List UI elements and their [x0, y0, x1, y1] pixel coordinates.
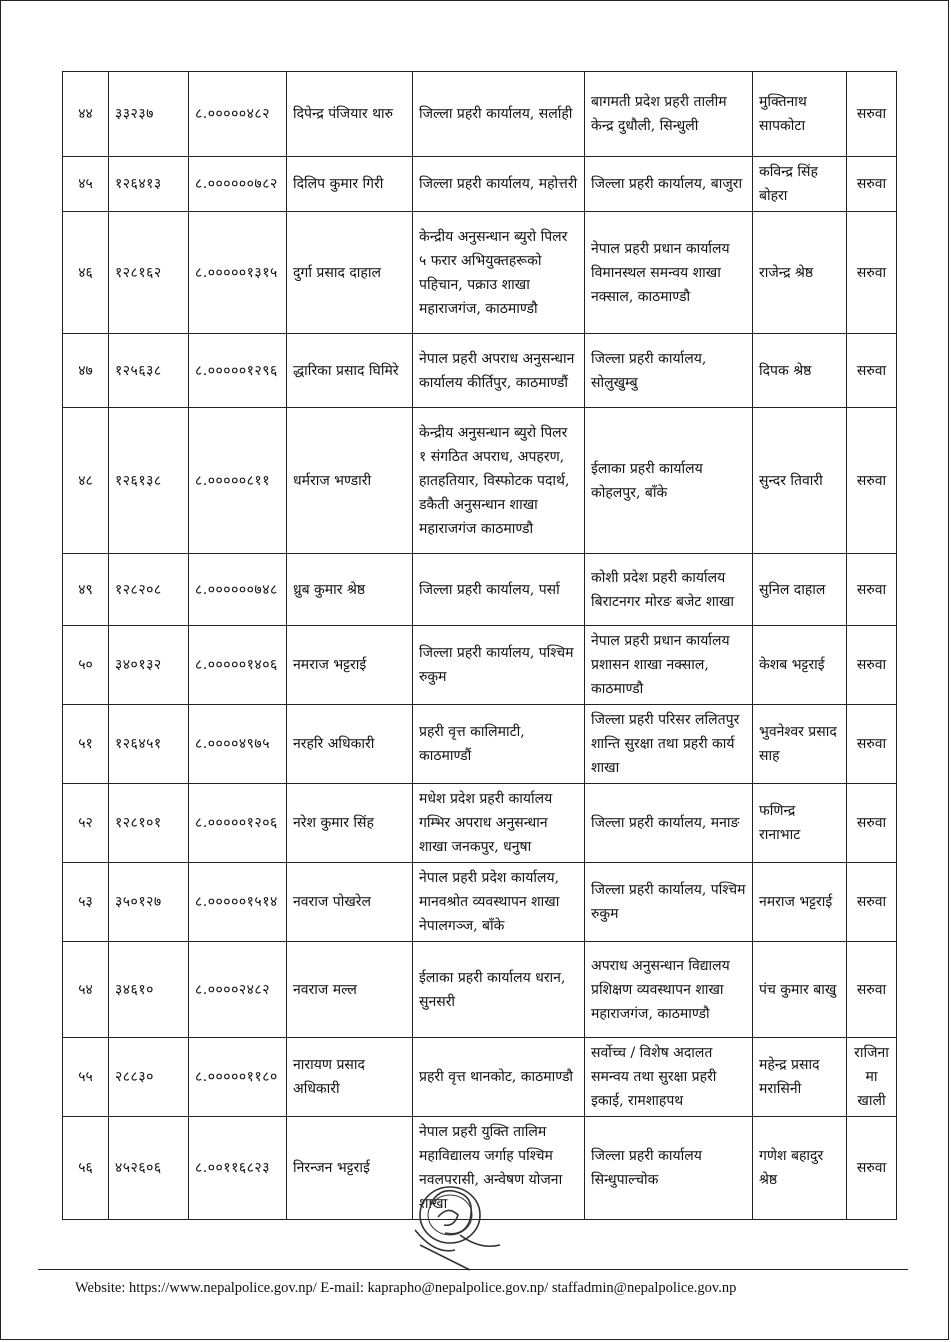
table-row — [63, 72, 897, 157]
transfer-office-cell: जिल्ला प्रहरी कार्यालय सिन्धुपाल्चोक — [585, 1117, 753, 1220]
replacement-cell: सुन्दर तिवारी — [753, 408, 847, 554]
replacement-cell: महेन्द्र प्रसाद मरासिनी — [753, 1038, 847, 1117]
serial-number-cell: ४६ — [63, 212, 109, 334]
name-cell: नमराज भट्टराई — [287, 626, 413, 705]
table-row — [63, 212, 897, 334]
remark-cell: सरुवा — [847, 334, 897, 408]
replacement-cell: कविन्द्र सिंह बोहरा — [753, 157, 847, 212]
serial-number-cell: ५२ — [63, 784, 109, 863]
current-office-cell: प्रहरी वृत्त थानकोट, काठमाण्डौ — [413, 1038, 585, 1117]
table-row — [63, 626, 897, 705]
footer-contact: Website: https://www.nepalpolice.gov.np/ E-mail: kaprapho@nepalpolice.gov.np/ staffadmin@nepalpolice.gov.np — [75, 1280, 737, 1296]
employee-id-cell: ४५२६०६ — [109, 1117, 189, 1220]
remark-cell: सरुवा — [847, 72, 897, 157]
current-office-cell: जिल्ला प्रहरी कार्यालय, महोत्तरी — [413, 157, 585, 212]
name-cell: ध्रुब कुमार श्रेष्ठ — [287, 554, 413, 626]
replacement-cell: नमराज भट्टराई — [753, 863, 847, 942]
serial-number-cell: ५६ — [63, 1117, 109, 1220]
code-cell: ८.०००००११८० — [189, 1038, 287, 1117]
employee-id-cell: १२५६३८ — [109, 334, 189, 408]
name-cell: दिपेन्द्र पंजियार थारु — [287, 72, 413, 157]
remark-cell: सरुवा — [847, 626, 897, 705]
employee-id-cell: १२६४१३ — [109, 157, 189, 212]
remark-cell: सरुवा — [847, 863, 897, 942]
footer-divider — [38, 1269, 908, 1270]
serial-number-cell: ४८ — [63, 408, 109, 554]
code-cell: ८.००००२४८२ — [189, 942, 287, 1038]
serial-number-cell: ५४ — [63, 942, 109, 1038]
current-office-cell: नेपाल प्रहरी प्रदेश कार्यालय, मानवश्रोत व्यवस्थापन शाखा नेपालगञ्ज, बाँके — [413, 863, 585, 942]
remark-cell: सरुवा — [847, 1117, 897, 1220]
remark-cell: सरुवा — [847, 157, 897, 212]
current-office-cell: नेपाल प्रहरी अपराध अनुसन्धान कार्यालय कीर्तिपुर, काठमाण्डौं — [413, 334, 585, 408]
serial-number-cell: ५१ — [63, 705, 109, 784]
replacement-cell: पंच कुमार बाखु — [753, 942, 847, 1038]
serial-number-cell: ५० — [63, 626, 109, 705]
current-office-cell: जिल्ला प्रहरी कार्यालय, पर्सा — [413, 554, 585, 626]
employee-id-cell: ३४०१३२ — [109, 626, 189, 705]
code-cell: ८.०००००४८२ — [189, 72, 287, 157]
serial-number-cell: ५५ — [63, 1038, 109, 1117]
name-cell: नारायण प्रसाद अधिकारी — [287, 1038, 413, 1117]
transfer-office-cell: जिल्ला प्रहरी परिसर ललितपुर शान्ति सुरक्षा तथा प्रहरी कार्य शाखा — [585, 705, 753, 784]
table-row — [63, 554, 897, 626]
replacement-cell: भुवनेश्वर प्रसाद साह — [753, 705, 847, 784]
current-office-cell: प्रहरी वृत्त कालिमाटी, काठमाण्डौं — [413, 705, 585, 784]
replacement-cell: सुनिल दाहाल — [753, 554, 847, 626]
name-cell: धर्मराज भण्डारी — [287, 408, 413, 554]
transfer-office-cell: जिल्ला प्रहरी कार्यालय, मनाङ — [585, 784, 753, 863]
table-row — [63, 863, 897, 942]
replacement-cell: फणिन्द्र रानाभाट — [753, 784, 847, 863]
transfer-office-cell: बागमती प्रदेश प्रहरी तालीम केन्द्र दुधौली, सिन्धुली — [585, 72, 753, 157]
employee-id-cell: १२८१६२ — [109, 212, 189, 334]
code-cell: ८.०००००१४०६ — [189, 626, 287, 705]
transfer-office-cell: नेपाल प्रहरी प्रधान कार्यालय प्रशासन शाखा नक्साल, काठमाण्डौ — [585, 626, 753, 705]
transfer-office-cell: कोशी प्रदेश प्रहरी कार्यालय बिराटनगर मोरङ बजेट शाखा — [585, 554, 753, 626]
remark-cell: सरुवा — [847, 942, 897, 1038]
table-row — [63, 157, 897, 212]
replacement-cell: गणेश बहादुर श्रेष्ठ — [753, 1117, 847, 1220]
replacement-cell: दिपक श्रेष्ठ — [753, 334, 847, 408]
remark-cell: सरुवा — [847, 705, 897, 784]
name-cell: दिलिप कुमार गिरी — [287, 157, 413, 212]
code-cell: ८.००००४९७५ — [189, 705, 287, 784]
replacement-cell: मुक्तिनाथ सापकोटा — [753, 72, 847, 157]
name-cell: दुर्गा प्रसाद दाहाल — [287, 212, 413, 334]
code-cell: ८.००११६८२३ — [189, 1117, 287, 1220]
official-seal-signature-icon — [400, 1175, 510, 1275]
replacement-cell: केशब भट्टराई — [753, 626, 847, 705]
remark-cell: सरुवा — [847, 408, 897, 554]
remark-cell: सरुवा — [847, 784, 897, 863]
table-row — [63, 334, 897, 408]
table-row — [63, 705, 897, 784]
transfer-table — [62, 71, 897, 1220]
name-cell: नरहरि अधिकारी — [287, 705, 413, 784]
table-row — [63, 784, 897, 863]
employee-id-cell: ३५०१२७ — [109, 863, 189, 942]
employee-id-cell: १२६४५१ — [109, 705, 189, 784]
code-cell: ८.०००००८११ — [189, 408, 287, 554]
current-office-cell: केन्द्रीय अनुसन्धान ब्युरो पिलर ५ फरार अभियुक्तहरूको पहिचान, पक्राउ शाखा महाराजगंज, काठमाण्डौ — [413, 212, 585, 334]
transfer-office-cell: नेपाल प्रहरी प्रधान कार्यालय विमानस्थल समन्वय शाखा नक्साल, काठमाण्डौ — [585, 212, 753, 334]
name-cell: द्धारिका प्रसाद घिमिरे — [287, 334, 413, 408]
remark-cell: राजिनामा खाली — [847, 1038, 897, 1117]
transfer-office-cell: जिल्ला प्रहरी कार्यालय, बाजुरा — [585, 157, 753, 212]
employee-id-cell: १२८१०१ — [109, 784, 189, 863]
current-office-cell: जिल्ला प्रहरी कार्यालय, पश्चिम रुकुम — [413, 626, 585, 705]
transfer-office-cell: अपराध अनुसन्धान विद्यालय प्रशिक्षण व्यवस्थापन शाखा महाराजगंज, काठमाण्डौ — [585, 942, 753, 1038]
serial-number-cell: ५३ — [63, 863, 109, 942]
code-cell: ८.०००००१२०६ — [189, 784, 287, 863]
name-cell: निरन्जन भट्टराई — [287, 1117, 413, 1220]
replacement-cell: राजेन्द्र श्रेष्ठ — [753, 212, 847, 334]
name-cell: नरेश कुमार सिंह — [287, 784, 413, 863]
serial-number-cell: ४९ — [63, 554, 109, 626]
serial-number-cell: ४४ — [63, 72, 109, 157]
code-cell: ८.००००००७४८ — [189, 554, 287, 626]
name-cell: नवराज पोखरेल — [287, 863, 413, 942]
transfer-office-cell: जिल्ला प्रहरी कार्यालय, पश्चिम रुकुम — [585, 863, 753, 942]
serial-number-cell: ४५ — [63, 157, 109, 212]
table-row — [63, 942, 897, 1038]
remark-cell: सरुवा — [847, 212, 897, 334]
code-cell: ८.०००००१५१४ — [189, 863, 287, 942]
transfer-office-cell: जिल्ला प्रहरी कार्यालय, सोलुखुम्बु — [585, 334, 753, 408]
transfer-office-cell: ईलाका प्रहरी कार्यालय कोहलपुर, बाँके — [585, 408, 753, 554]
employee-id-cell: ३३२३७ — [109, 72, 189, 157]
code-cell: ८.०००००१३१५ — [189, 212, 287, 334]
current-office-cell: केन्द्रीय अनुसन्धान ब्युरो पिलर १ संगठित अपराध, अपहरण, हातहतियार, विस्फोटक पदार्थ, डकैती अनुसन्धान शाखा महाराजगंज काठमाण्डौ — [413, 408, 585, 554]
name-cell: नवराज मल्ल — [287, 942, 413, 1038]
table-row — [63, 408, 897, 554]
employee-id-cell: २८८३० — [109, 1038, 189, 1117]
current-office-cell: नेपाल प्रहरी युक्ति तालिम महाविद्यालय जर्गाह पश्चिम नवलपरासी, अन्वेषण योजना शाखा — [413, 1117, 585, 1220]
employee-id-cell: ३४६१० — [109, 942, 189, 1038]
transfer-office-cell: सर्वोच्च / विशेष अदालत समन्वय तथा सुरक्षा प्रहरी इकाई, रामशाहपथ — [585, 1038, 753, 1117]
code-cell: ८.००००००७८२ — [189, 157, 287, 212]
current-office-cell: जिल्ला प्रहरी कार्यालय, सर्लाही — [413, 72, 585, 157]
employee-id-cell: १२८२०८ — [109, 554, 189, 626]
current-office-cell: मधेश प्रदेश प्रहरी कार्यालय गम्भिर अपराध अनुसन्धान शाखा जनकपुर, धनुषा — [413, 784, 585, 863]
table-row — [63, 1038, 897, 1117]
serial-number-cell: ४७ — [63, 334, 109, 408]
current-office-cell: ईलाका प्रहरी कार्यालय धरान, सुनसरी — [413, 942, 585, 1038]
code-cell: ८.०००००१२९६ — [189, 334, 287, 408]
employee-id-cell: १२६१३८ — [109, 408, 189, 554]
remark-cell: सरुवा — [847, 554, 897, 626]
